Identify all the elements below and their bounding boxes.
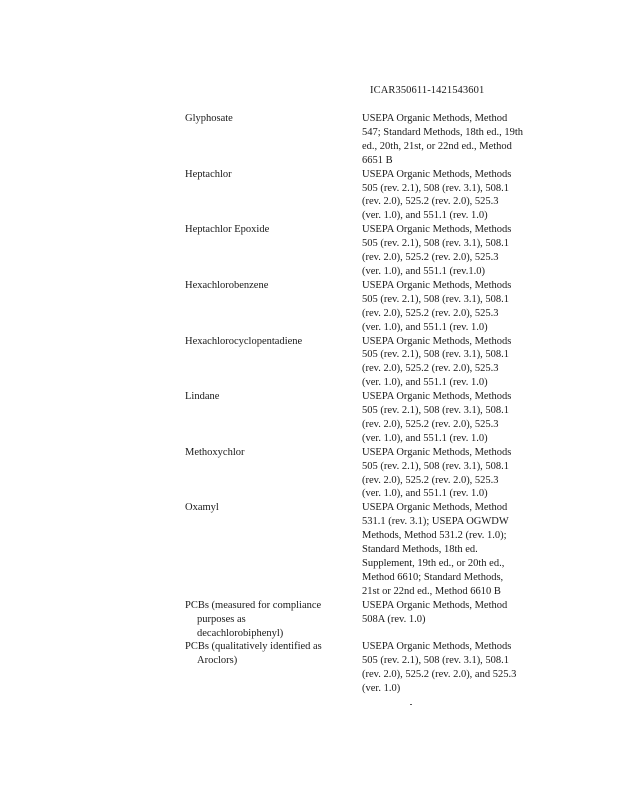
method-line: (rev. 2.0), 525.2 (rev. 2.0), 525.3 (362, 363, 499, 375)
table-row (185, 599, 555, 641)
method-cell (362, 112, 538, 168)
analyte-line: Oxamyl (185, 502, 219, 514)
analyte-line: Glyphosate (185, 113, 233, 124)
method-line: 531.1 (rev. 3.1); USEPA OGWDW (362, 516, 509, 528)
method-line: USEPA Organic Methods, Methods (362, 446, 512, 458)
method-line: ed., 20th, 21st, or 22nd ed., Method (362, 140, 512, 152)
analyte-cell (185, 599, 362, 641)
table-row (185, 390, 555, 446)
table-row (185, 446, 555, 502)
analyte-line: Hexachlorocyclopentadiene (185, 335, 303, 347)
method-line: 508A (rev. 1.0) (362, 613, 426, 625)
method-line: (ver. 1.0), and 551.1 (rev. 1.0) (362, 321, 488, 333)
method-cell (362, 501, 538, 598)
document-id: ICAR350611-1421543601 (370, 85, 485, 96)
method-line: Supplement, 19th ed., or 20th ed., (362, 558, 505, 569)
method-line: (rev. 2.0), 525.2 (rev. 2.0), 525.3 (362, 196, 499, 208)
method-line: (ver. 1.0), and 551.1 (rev.1.0) (362, 265, 485, 277)
analyte-cell (185, 168, 362, 182)
method-line: Methods, Method 531.2 (rev. 1.0); (362, 530, 507, 542)
method-line: (rev. 2.0), 525.2 (rev. 2.0), 525.3 (362, 418, 499, 430)
method-line: USEPA Organic Methods, Method (362, 502, 508, 514)
method-line: USEPA Organic Methods, Methods (362, 224, 512, 236)
method-cell (362, 279, 538, 335)
method-line: (rev. 2.0), 525.2 (rev. 2.0), and 525.3 (362, 669, 517, 681)
method-cell (362, 168, 538, 224)
analyte-cell (185, 223, 362, 237)
method-line: 505 (rev. 2.1), 508 (rev. 3.1), 508.1 (362, 293, 510, 305)
analyte-line: purposes as (197, 613, 246, 625)
method-line: (ver. 1.0), and 551.1 (rev. 1.0) (362, 377, 488, 389)
analyte-line: Heptachlor (185, 168, 232, 180)
method-line: USEPA Organic Methods, Method (362, 113, 508, 124)
analyte-line: Aroclors) (197, 655, 238, 667)
analyte-cell (185, 279, 362, 293)
method-line: Method 6610; Standard Methods, (362, 571, 504, 583)
method-line: (ver. 1.0), and 551.1 (rev. 1.0) (362, 488, 488, 500)
page-speck (410, 704, 412, 705)
table-row (185, 501, 555, 598)
method-line: (ver. 1.0), and 551.1 (rev. 1.0) (362, 432, 488, 444)
table-row (185, 335, 555, 391)
analyte-line: PCBs (qualitatively identified as (185, 641, 322, 653)
analyte-line: PCBs (measured for compliance (185, 599, 322, 611)
method-line: 505 (rev. 2.1), 508 (rev. 3.1), 508.1 (362, 655, 510, 667)
method-line: USEPA Organic Methods, Methods (362, 168, 512, 180)
method-line: 547; Standard Methods, 18th ed., 19th (362, 126, 523, 138)
analyte-line: Hexachlorobenzene (185, 279, 269, 291)
analyte-line: Methoxychlor (185, 446, 245, 458)
method-cell (362, 223, 538, 279)
table-row (185, 640, 555, 696)
analyte-cell (185, 335, 362, 349)
analyte-cell (185, 446, 362, 460)
method-line: 505 (rev. 2.1), 508 (rev. 3.1), 508.1 (362, 405, 510, 417)
table-row (185, 223, 555, 279)
method-line: (ver. 1.0) (362, 683, 401, 695)
method-line: USEPA Organic Methods, Methods (362, 641, 512, 653)
method-line: 6651 B (362, 154, 393, 166)
analyte-line: decachlorobiphenyl) (197, 627, 284, 639)
table-row (185, 279, 555, 335)
method-cell (362, 599, 538, 627)
method-line: (rev. 2.0), 525.2 (rev. 2.0), 525.3 (362, 307, 499, 319)
analyte-cell (185, 390, 362, 404)
method-line: (ver. 1.0), and 551.1 (rev. 1.0) (362, 210, 488, 222)
method-line: USEPA Organic Methods, Methods (362, 391, 512, 403)
method-line: USEPA Organic Methods, Methods (362, 335, 512, 347)
method-cell (362, 390, 538, 446)
method-cell (362, 446, 538, 502)
method-line: (rev. 2.0), 525.2 (rev. 2.0), 525.3 (362, 252, 499, 264)
method-line: 505 (rev. 2.1), 508 (rev. 3.1), 508.1 (362, 238, 510, 250)
method-line: 505 (rev. 2.1), 508 (rev. 3.1), 508.1 (362, 460, 510, 472)
analyte-cell (185, 112, 362, 126)
method-line: 505 (rev. 2.1), 508 (rev. 3.1), 508.1 (362, 182, 510, 194)
analyte-line: Lindane (185, 391, 220, 403)
method-line: USEPA Organic Methods, Methods (362, 279, 512, 291)
method-line: 505 (rev. 2.1), 508 (rev. 3.1), 508.1 (362, 349, 510, 361)
analyte-cell (185, 640, 362, 668)
table-row (185, 168, 555, 224)
method-cell (362, 640, 538, 696)
method-line: USEPA Organic Methods, Method (362, 599, 508, 611)
method-cell (362, 335, 538, 391)
analyte-cell (185, 501, 362, 515)
analyte-line: Heptachlor Epoxide (185, 224, 270, 236)
analyte-method-table (185, 112, 555, 696)
method-line: Standard Methods, 18th ed. (362, 544, 478, 556)
table-row (185, 112, 555, 168)
method-line: (rev. 2.0), 525.2 (rev. 2.0), 525.3 (362, 474, 499, 486)
method-line: 21st or 22nd ed., Method 6610 B (362, 585, 501, 597)
